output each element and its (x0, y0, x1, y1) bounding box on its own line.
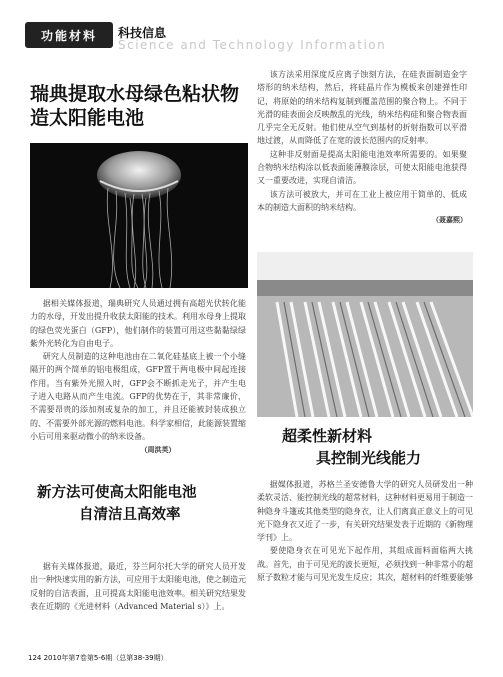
paragraph: 研究人员制造的这种电池由在二氧化硅基底上被一个小缝隔开的两个简单的铝电极组成，GFP置于两电极中间起连接作用。当有紫外光照入时，GFP会不断抓走光子，并产生电子进入电路从而产生电流。GFP的优势在于，其非常廉价，不需要昂贵的添加剂或复杂的加工，并且还能被封装成独立的、不需要外部光源的燃料电池。科学家相信，此能源装置缩小后可用来驱动微小的纳米设备。 (30, 352, 246, 441)
paragraph: 这种非反射面是提高太阳能电池效率所需要的。如果聚合物纳米结构涂以低表面能薄膜涂层，可使太阳能电池获得又一重要改进，实现自清洁。 (257, 149, 467, 186)
article3-headline-line2: 具控制光线能力 (316, 449, 422, 467)
article2-text (30, 560, 246, 613)
paragraph: 要使隐身衣在可见光下起作用，其组成面料面临两大挑战。首先，由于可见光的波长更短，必须找到一种非常小的超原子数粒才能与可见光发生反应；其次，超材料的纤维要能够 (257, 546, 473, 583)
article2-headline-line1: 新方法可使高太阳能电池 (37, 485, 197, 501)
article3-text (257, 478, 473, 584)
paragraph: 据有关媒体报道，最近，芬兰阿尔托大学的研究人员开发出一种快速实用的新方法，可应用于太阳能电池，使之制造元反射的自洁表面，且可提高太阳能电池效率。相关研究结果发表在近期的《光进材料（Advanced Material s）》上。 (30, 562, 246, 611)
jellyfish-photo (30, 143, 248, 288)
article3-headline-line1: 超柔性新材料 (282, 427, 373, 445)
section-title: 科技信息 (118, 26, 167, 40)
article2-headline (37, 482, 242, 526)
article1-right-text (257, 68, 467, 228)
article3-headline (282, 425, 452, 469)
paragraph: 据相关媒体报道，瑞典研究人员通过拥有高超光伏转化能力的水母，开发出提升收获太阳能的技术。利用水母身上提取的绿色荧光蛋白（GFP），他们制作的装置可用这些黏黏绿绿紫外光转化为自由电子。 (30, 299, 246, 348)
section-subtitle: Science and Technology Information (118, 38, 387, 52)
paragraph: 该方法可被放大，并可在工业上被应用于简单的、低成本的制造大面积的纳米结构。 (257, 189, 467, 212)
page-footer: 124 2010年第7卷第5-6期（总第38-39期） (28, 654, 168, 662)
magazine-logo: 功能材料 (25, 22, 113, 48)
article1-headline (30, 82, 239, 130)
solar-water-heater-photo (257, 252, 473, 417)
paragraph: 该方法采用深度反应离子蚀刻方法，在硅表面制造金字塔形的纳米结构，然后，将硅晶片作为模板来创建弹性印记，将原始的纳米结构复制到覆盖范围的聚合物上。不同于光滑的硅表面会反映散乱的光线，纳米结构硅和聚合物表面几乎完全无反射。他们使从空气到基材的折射指数可以平滑地过渡，从而降低了在宽的波长范围内的反射率。 (257, 70, 467, 146)
article1-right-signature: （聂嘉熙） (432, 216, 467, 225)
article1-headline-line1: 瑞典提取水母绿色粘状物 (30, 83, 240, 105)
article1-headline-line2: 造太阳能电池 (30, 107, 145, 129)
article1-left-text (30, 297, 246, 458)
paragraph: 据媒体报道，苏格兰圣安德鲁大学的研究人员研发出一种柔软灵活、能控制光线的超常材料，这种材料更易用于制造一种隐身斗篷或其他类型的隐身衣，让人们离真正意义上的可见光下隐身衣又近了一步，有关研究结果发表于近期的《新物理学刊》上。 (257, 480, 473, 543)
article2-headline-line2: 自清洁且高效率 (79, 507, 181, 523)
article1-left-signature: （周洪英） (140, 446, 176, 455)
